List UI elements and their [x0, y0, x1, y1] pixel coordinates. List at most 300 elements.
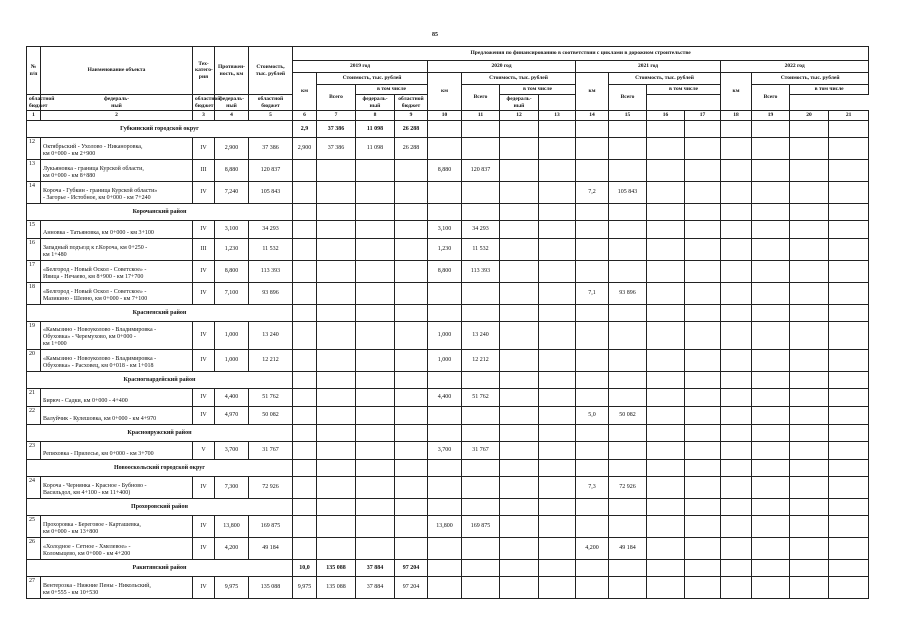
cell-2022 [790, 425, 829, 442]
regional-2021 [647, 305, 685, 322]
cell-2022 [721, 322, 752, 350]
length-km: 7,300 [215, 477, 249, 499]
cell-2022 [829, 560, 869, 577]
regional-2019 [356, 516, 395, 538]
cell-2022 [829, 160, 869, 182]
object-name: Анновка - Татьяновка, км 0+000 - км 3+100 [41, 221, 193, 239]
federal-2019: 97 204 [395, 577, 428, 599]
federal-2021 [685, 560, 721, 577]
total-2021 [609, 305, 647, 322]
total-2021 [609, 499, 647, 516]
total-2020 [462, 121, 500, 138]
total-2019 [317, 160, 356, 182]
total-2021 [609, 138, 647, 160]
cell-2022 [721, 182, 752, 204]
table-row [27, 239, 869, 261]
header-length: Протяжен- ность, км [215, 47, 249, 95]
km-2021 [576, 221, 609, 239]
row-number: 25 [27, 516, 41, 538]
table-row [27, 261, 869, 283]
column-number: 14 [576, 111, 609, 121]
km-2019 [293, 239, 317, 261]
regional-2019 [356, 442, 395, 460]
cell-2022 [721, 221, 752, 239]
row-number: 24 [27, 477, 41, 499]
federal-2021 [685, 350, 721, 372]
km-2019 [293, 389, 317, 407]
total-2020 [462, 407, 500, 425]
cell-2022 [829, 138, 869, 160]
km-2021: 7,1 [576, 283, 609, 305]
federal-2019 [395, 182, 428, 204]
km-2021 [576, 499, 609, 516]
cell-2022 [721, 160, 752, 182]
length-km: 4,200 [215, 538, 249, 560]
regional-2019 [356, 204, 395, 221]
cell-2022 [752, 160, 790, 182]
km-2021 [576, 322, 609, 350]
row-number: 14 [27, 182, 41, 204]
cell-2022 [829, 322, 869, 350]
km-2021: 4,200 [576, 538, 609, 560]
km-2021 [576, 138, 609, 160]
cell-2022 [721, 121, 752, 138]
total-2020 [462, 577, 500, 599]
length-km: 2,900 [215, 138, 249, 160]
cell-2022 [829, 538, 869, 560]
cell-2022 [790, 499, 829, 516]
cell-2022 [829, 442, 869, 460]
regional-2020 [500, 538, 539, 560]
federal-2021 [685, 372, 721, 389]
federal-2021 [685, 160, 721, 182]
object-name: «Камызино - Новоуколово - Владимировка - Обуховка» - Черемухово, км 0+000 - км 1+000 [41, 322, 193, 350]
regional-2021 [647, 425, 685, 442]
federal-2021 [685, 407, 721, 425]
km-2019 [293, 442, 317, 460]
header-year: 2022 год [721, 61, 869, 73]
header-km: км [721, 73, 752, 111]
cell-2022 [829, 577, 869, 599]
total-2021 [609, 442, 647, 460]
header-federal: федераль- ный [500, 95, 539, 111]
total-2021 [609, 389, 647, 407]
cell-2022 [752, 560, 790, 577]
tech-category: IV [193, 350, 215, 372]
km-2021 [576, 442, 609, 460]
total-2019 [317, 460, 356, 477]
federal-2019 [395, 372, 428, 389]
total-2020: 34 293 [462, 221, 500, 239]
cell-2022 [752, 499, 790, 516]
cell-2022 [790, 577, 829, 599]
regional-2019 [356, 182, 395, 204]
cell-2022 [790, 477, 829, 499]
length-km: 1,230 [215, 239, 249, 261]
object-cost: 50 082 [249, 407, 293, 425]
total-2021 [609, 425, 647, 442]
total-2021 [609, 160, 647, 182]
header-cost-thousands: Стоимость, тыс. рублей [752, 73, 869, 85]
regional-2020 [500, 261, 539, 283]
cell-2022 [790, 350, 829, 372]
km-2020: 4,400 [428, 389, 462, 407]
tech-category: IV [193, 538, 215, 560]
header-including: в том числе [356, 85, 428, 95]
regional-2021 [647, 350, 685, 372]
federal-2019: 26 288 [395, 138, 428, 160]
header-federal: федераль- ный [215, 95, 249, 111]
tech-category: III [193, 160, 215, 182]
federal-2020 [539, 322, 576, 350]
table-row [27, 389, 869, 407]
cell-2022 [752, 138, 790, 160]
regional-2021 [647, 577, 685, 599]
row-number: 26 [27, 538, 41, 560]
km-2020 [428, 182, 462, 204]
cell-2022 [721, 499, 752, 516]
total-2021 [609, 350, 647, 372]
total-2019 [317, 477, 356, 499]
federal-2021 [685, 182, 721, 204]
table-row [27, 182, 869, 204]
km-2019 [293, 283, 317, 305]
cell-2022 [829, 516, 869, 538]
km-2019: 2,9 [293, 121, 317, 138]
cell-2022 [721, 577, 752, 599]
section-title: Красногвардейский район [27, 372, 293, 389]
cell-2022 [829, 372, 869, 389]
row-number: 23 [27, 442, 41, 460]
length-km: 7,100 [215, 283, 249, 305]
total-2019 [317, 239, 356, 261]
tech-category: IV [193, 283, 215, 305]
object-name: Валуйчик - Кулешовка, км 0+000 - км 4+970 [41, 407, 193, 425]
cell-2022 [752, 577, 790, 599]
km-2019: 9,975 [293, 577, 317, 599]
regional-2020 [500, 372, 539, 389]
total-2020: 13 240 [462, 322, 500, 350]
total-2020: 31 767 [462, 442, 500, 460]
total-2020: 113 393 [462, 261, 500, 283]
total-2019 [317, 283, 356, 305]
regional-2019 [356, 372, 395, 389]
federal-2021 [685, 577, 721, 599]
column-number: 15 [609, 111, 647, 121]
row-number: 21 [27, 389, 41, 407]
total-2020 [462, 182, 500, 204]
km-2020 [428, 460, 462, 477]
regional-2020 [500, 477, 539, 499]
total-2019 [317, 204, 356, 221]
cell-2022 [790, 160, 829, 182]
tech-category: IV [193, 221, 215, 239]
total-2020 [462, 138, 500, 160]
total-2019 [317, 442, 356, 460]
federal-2020 [539, 516, 576, 538]
federal-2020 [539, 499, 576, 516]
column-number: 11 [462, 111, 500, 121]
cell-2022 [829, 425, 869, 442]
km-2021 [576, 425, 609, 442]
regional-2019 [356, 538, 395, 560]
federal-2021 [685, 477, 721, 499]
section-title: Красненский район [27, 305, 293, 322]
length-km: 8,880 [215, 160, 249, 182]
section-row [27, 560, 869, 577]
length-km: 8,800 [215, 261, 249, 283]
road-financing-table [26, 46, 869, 599]
federal-2020 [539, 221, 576, 239]
total-2020 [462, 499, 500, 516]
table-row [27, 160, 869, 182]
cell-2022 [721, 261, 752, 283]
km-2020 [428, 477, 462, 499]
cell-2022 [752, 182, 790, 204]
length-km: 9,975 [215, 577, 249, 599]
total-2020 [462, 372, 500, 389]
regional-2021 [647, 560, 685, 577]
length-km: 3,700 [215, 442, 249, 460]
federal-2020 [539, 239, 576, 261]
km-2019 [293, 372, 317, 389]
federal-2019 [395, 160, 428, 182]
cell-2022 [721, 442, 752, 460]
cell-2022 [752, 442, 790, 460]
km-2021 [576, 516, 609, 538]
cell-2022 [829, 389, 869, 407]
federal-2019: 26 288 [395, 121, 428, 138]
cell-2022 [790, 389, 829, 407]
table-row [27, 322, 869, 350]
total-2021: 50 082 [609, 407, 647, 425]
cell-2022 [752, 538, 790, 560]
object-name: Западный подъезд к г.Короча, км 0+250 - км 1+480 [41, 239, 193, 261]
section-row [27, 204, 869, 221]
regional-2020 [500, 499, 539, 516]
tech-category: IV [193, 516, 215, 538]
regional-2019 [356, 499, 395, 516]
km-2019 [293, 160, 317, 182]
table-row [27, 516, 869, 538]
km-2019 [293, 305, 317, 322]
regional-2019 [356, 407, 395, 425]
cell-2022 [829, 261, 869, 283]
km-2020: 1,000 [428, 350, 462, 372]
cell-2022 [721, 407, 752, 425]
regional-2019 [356, 239, 395, 261]
total-2020 [462, 477, 500, 499]
km-2020 [428, 499, 462, 516]
header-km: км [293, 73, 317, 111]
object-cost: 37 386 [249, 138, 293, 160]
regional-2020 [500, 138, 539, 160]
object-name: Прохоровка - Береговое - Карташевка, км 0+000 - км 13+800 [41, 516, 193, 538]
federal-2019 [395, 261, 428, 283]
header-cost: Стоимость, тыс. рублей [249, 47, 293, 95]
km-2021 [576, 204, 609, 221]
km-2019 [293, 538, 317, 560]
tech-category: IV [193, 182, 215, 204]
km-2020 [428, 560, 462, 577]
federal-2020 [539, 460, 576, 477]
cell-2022 [790, 283, 829, 305]
km-2019 [293, 516, 317, 538]
km-2020: 3,100 [428, 221, 462, 239]
total-2020 [462, 305, 500, 322]
column-number: 7 [317, 111, 356, 121]
total-2021 [609, 560, 647, 577]
cell-2022 [790, 560, 829, 577]
total-2019 [317, 389, 356, 407]
km-2019: 2,900 [293, 138, 317, 160]
cell-2022 [829, 121, 869, 138]
regional-2020 [500, 121, 539, 138]
cell-2022 [752, 372, 790, 389]
km-2021 [576, 305, 609, 322]
regional-2019 [356, 350, 395, 372]
regional-2019: 37 884 [356, 560, 395, 577]
cell-2022 [721, 372, 752, 389]
cell-2022 [790, 221, 829, 239]
total-2019: 135 088 [317, 577, 356, 599]
federal-2021 [685, 538, 721, 560]
regional-2020 [500, 239, 539, 261]
section-title: Прохоровский район [27, 499, 293, 516]
object-cost: 31 767 [249, 442, 293, 460]
regional-2020 [500, 305, 539, 322]
tech-category: IV [193, 389, 215, 407]
section-row [27, 460, 869, 477]
cell-2022 [829, 221, 869, 239]
object-cost: 113 393 [249, 261, 293, 283]
table-row [27, 477, 869, 499]
object-cost: 169 875 [249, 516, 293, 538]
regional-2021 [647, 182, 685, 204]
cell-2022 [829, 204, 869, 221]
km-2020: 8,800 [428, 261, 462, 283]
regional-2019: 11 098 [356, 121, 395, 138]
table-row [27, 283, 869, 305]
cell-2022 [829, 350, 869, 372]
federal-2020 [539, 560, 576, 577]
section-title: Ракитянский район [27, 560, 293, 577]
km-2021: 7,2 [576, 182, 609, 204]
total-2019 [317, 305, 356, 322]
km-2019 [293, 261, 317, 283]
regional-2019 [356, 477, 395, 499]
regional-2021 [647, 221, 685, 239]
cell-2022 [752, 350, 790, 372]
federal-2020 [539, 425, 576, 442]
federal-2019 [395, 305, 428, 322]
cell-2022 [721, 425, 752, 442]
section-row [27, 499, 869, 516]
cell-2022 [790, 407, 829, 425]
regional-2019 [356, 261, 395, 283]
cell-2022 [790, 182, 829, 204]
regional-2021 [647, 121, 685, 138]
federal-2019 [395, 283, 428, 305]
regional-2019 [356, 322, 395, 350]
federal-2021 [685, 121, 721, 138]
federal-2021 [685, 261, 721, 283]
regional-2020 [500, 516, 539, 538]
total-2021 [609, 239, 647, 261]
federal-2019 [395, 204, 428, 221]
km-2019 [293, 221, 317, 239]
tech-category: V [193, 442, 215, 460]
federal-2021 [685, 305, 721, 322]
cell-2022 [721, 204, 752, 221]
total-2019 [317, 350, 356, 372]
km-2020: 1,230 [428, 239, 462, 261]
object-cost: 13 240 [249, 322, 293, 350]
cell-2022 [752, 204, 790, 221]
federal-2021 [685, 460, 721, 477]
object-cost: 135 088 [249, 577, 293, 599]
cell-2022 [752, 425, 790, 442]
total-2019 [317, 516, 356, 538]
cell-2022 [752, 261, 790, 283]
total-2021 [609, 221, 647, 239]
total-2020 [462, 560, 500, 577]
total-2021 [609, 460, 647, 477]
total-2020: 120 837 [462, 160, 500, 182]
cell-2022 [752, 305, 790, 322]
km-2020: 13,800 [428, 516, 462, 538]
federal-2021 [685, 283, 721, 305]
federal-2021 [685, 442, 721, 460]
header-year: 2019 год [293, 61, 428, 73]
federal-2020 [539, 389, 576, 407]
regional-2019 [356, 221, 395, 239]
section-title: Краснояружский район [27, 425, 293, 442]
object-cost: 105 843 [249, 182, 293, 204]
federal-2019: 97 204 [395, 560, 428, 577]
total-2020: 12 212 [462, 350, 500, 372]
column-number: 5 [249, 111, 293, 121]
federal-2019 [395, 442, 428, 460]
cell-2022 [721, 516, 752, 538]
section-row [27, 372, 869, 389]
km-2021 [576, 560, 609, 577]
regional-2019 [356, 160, 395, 182]
cell-2022 [790, 442, 829, 460]
tech-category: IV [193, 477, 215, 499]
total-2020: 51 762 [462, 389, 500, 407]
header-regional-budget: областной бюджет [249, 95, 293, 111]
total-2019 [317, 538, 356, 560]
cell-2022 [721, 283, 752, 305]
cell-2022 [829, 407, 869, 425]
total-2019 [317, 322, 356, 350]
row-number: 18 [27, 283, 41, 305]
total-2019 [317, 261, 356, 283]
total-2020: 11 532 [462, 239, 500, 261]
header-category: Тех- катего- рия [193, 47, 215, 95]
row-number: 19 [27, 322, 41, 350]
km-2020: 3,700 [428, 442, 462, 460]
length-km: 4,970 [215, 407, 249, 425]
header-cost-thousands: Стоимость, тыс. рублей [609, 73, 721, 85]
federal-2021 [685, 322, 721, 350]
header-year: 2021 год [576, 61, 721, 73]
cell-2022 [790, 322, 829, 350]
federal-2020 [539, 283, 576, 305]
federal-2020 [539, 407, 576, 425]
total-2021 [609, 372, 647, 389]
